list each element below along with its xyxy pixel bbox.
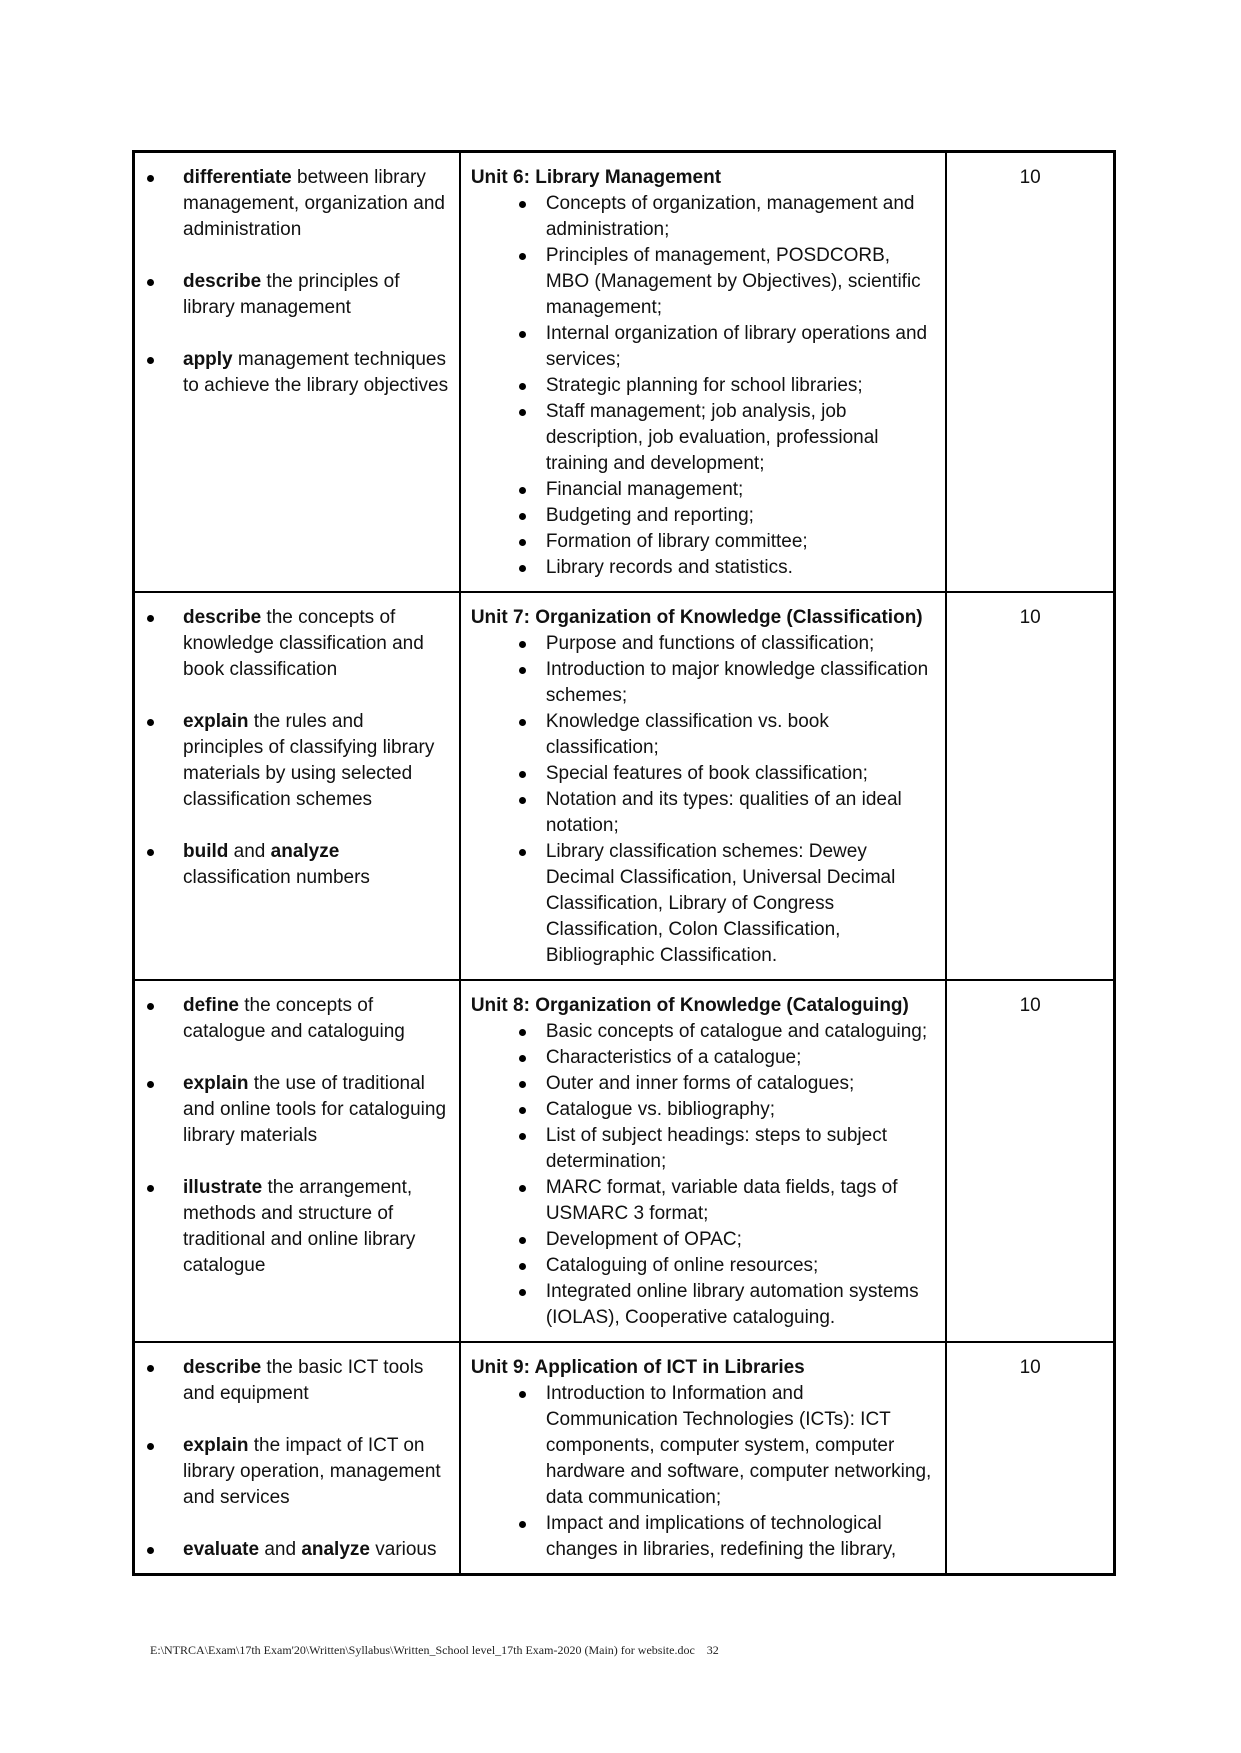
objectives-cell	[134, 592, 460, 980]
bullet-icon	[519, 771, 526, 778]
objective-verb: evaluate	[183, 1539, 260, 1560]
topic-text: Purpose and functions of classification;	[545, 633, 875, 654]
objective-connector: and	[259, 1539, 302, 1560]
topic-text: Cataloguing of online resources;	[545, 1255, 819, 1276]
topic-list	[471, 191, 937, 581]
bullet-icon	[519, 719, 526, 726]
objective-item	[135, 1537, 449, 1563]
objective-item	[135, 839, 449, 891]
marks-cell: 10	[946, 980, 1114, 1342]
topic-text: Library classification schemes: Dewey Decimal Classification, Universal Decimal Classification, Library of Congress Classification, Colon Classification, Bibliographic Classification.	[545, 841, 896, 966]
topic-item	[471, 1227, 937, 1253]
objective-text: management techniques to achieve the library objectives	[183, 349, 449, 396]
bullet-icon	[519, 1521, 526, 1528]
bullet-icon	[519, 797, 526, 804]
topic-item	[471, 399, 937, 477]
page-number: 32	[706, 1643, 719, 1657]
objective-text: the rules and principles of classifying library materials by using selected classification schemes	[183, 711, 435, 810]
objective-verb: illustrate	[183, 1177, 263, 1198]
bullet-icon	[519, 1133, 526, 1140]
bullet-icon	[147, 1547, 154, 1554]
bullet-icon	[147, 849, 154, 856]
topic-item	[471, 1175, 937, 1227]
marks-cell: 10	[946, 592, 1114, 980]
topic-item	[471, 477, 937, 503]
topic-text: Outer and inner forms of catalogues;	[545, 1073, 855, 1094]
topic-text: Principles of management, POSDCORB, MBO (Management by Objectives), scientific management;	[545, 245, 921, 318]
objective-text: the basic ICT tools and equipment	[183, 1357, 424, 1404]
objective-item	[135, 709, 449, 813]
topic-item	[471, 631, 937, 657]
bullet-icon	[519, 487, 526, 494]
bullet-icon	[519, 201, 526, 208]
topic-item	[471, 709, 937, 761]
topic-text: Financial management;	[545, 479, 744, 500]
topic-item	[471, 529, 937, 555]
objectives-cell	[134, 980, 460, 1342]
syllabus-table-body	[134, 152, 1115, 1575]
objective-text: various	[369, 1539, 437, 1560]
bullet-icon	[519, 1185, 526, 1192]
topic-text: Introduction to Information and Communication Technologies (ICTs): ICT components, computer system, computer hardware and software, computer networking, data communication;	[545, 1383, 932, 1508]
marks-cell: 10	[946, 1342, 1114, 1575]
unit-title: Unit 6: Library Management	[470, 167, 722, 188]
objective-verb: analyze	[270, 841, 340, 862]
objective-verb: describe	[183, 271, 262, 292]
topic-text: Impact and implications of technological changes in libraries, redefining the library,	[545, 1513, 897, 1560]
bullet-icon	[519, 331, 526, 338]
table-row	[134, 152, 1115, 593]
objective-item	[135, 165, 449, 243]
table-row	[134, 980, 1115, 1342]
bullet-icon	[147, 1081, 154, 1088]
topic-item	[471, 1097, 937, 1123]
topic-text: Library records and statistics.	[545, 557, 793, 578]
topic-text: Staff management; job analysis, job description, job evaluation, professional training and development;	[545, 401, 879, 474]
bullet-icon	[147, 1185, 154, 1192]
bullet-icon	[519, 565, 526, 572]
objectives-cell	[134, 1342, 460, 1575]
bullet-icon	[147, 279, 154, 286]
objective-item	[135, 993, 449, 1045]
objective-text: classification numbers	[183, 867, 370, 888]
topic-text: Development of OPAC;	[545, 1229, 742, 1250]
bullet-icon	[147, 175, 154, 182]
bullet-icon	[519, 1081, 526, 1088]
topic-item	[471, 761, 937, 787]
objective-item	[135, 605, 449, 683]
objectives-list	[135, 1343, 459, 1563]
objective-verb: apply	[183, 349, 233, 370]
table-row	[134, 592, 1115, 980]
topic-item	[471, 243, 937, 321]
topic-item	[471, 321, 937, 373]
topic-item	[471, 657, 937, 709]
topic-item	[471, 1123, 937, 1175]
unit-title: Unit 7: Organization of Knowledge (Classification)	[470, 607, 923, 628]
objective-item	[135, 347, 449, 399]
unit-title: Unit 8: Organization of Knowledge (Cataloguing)	[470, 995, 909, 1016]
unit-content-cell	[460, 980, 946, 1342]
topic-item	[471, 787, 937, 839]
topic-item	[471, 555, 937, 581]
topic-text: Concepts of organization, management and administration;	[545, 193, 915, 240]
bullet-icon	[519, 383, 526, 390]
bullet-icon	[519, 1107, 526, 1114]
bullet-icon	[519, 513, 526, 520]
objective-text: the use of traditional and online tools for cataloguing library materials	[183, 1073, 447, 1146]
objective-verb: differentiate	[183, 167, 292, 188]
bullet-icon	[519, 1029, 526, 1036]
bullet-icon	[519, 539, 526, 546]
bullet-icon	[519, 409, 526, 416]
topic-item	[471, 1045, 937, 1071]
bullet-icon	[519, 1263, 526, 1270]
objective-text: the impact of ICT on library operation, management and services	[183, 1435, 441, 1508]
bullet-icon	[147, 1003, 154, 1010]
objective-text: the arrangement, methods and structure of traditional and online library catalogue	[183, 1177, 416, 1276]
topic-text: Introduction to major knowledge classification schemes;	[545, 659, 929, 706]
topic-item	[471, 1511, 937, 1563]
objectives-cell	[134, 152, 460, 593]
objective-item	[135, 269, 449, 321]
bullet-icon	[519, 1289, 526, 1296]
objective-text: between library management, organization and administration	[183, 167, 445, 240]
page-footer	[150, 1643, 719, 1658]
topic-item	[471, 503, 937, 529]
objective-text: the concepts of catalogue and cataloguing	[183, 995, 405, 1042]
topic-text: Budgeting and reporting;	[545, 505, 754, 526]
objectives-list	[135, 153, 459, 399]
topic-list	[471, 1381, 937, 1563]
bullet-icon	[147, 719, 154, 726]
objectives-list	[135, 593, 459, 891]
topic-text: Notation and its types: qualities of an ideal notation;	[545, 789, 902, 836]
topic-item	[471, 1253, 937, 1279]
unit-content-cell	[460, 152, 946, 593]
objective-connector: and	[228, 841, 271, 862]
objective-verb: describe	[183, 607, 262, 628]
objective-item	[135, 1355, 449, 1407]
topic-item	[471, 839, 937, 969]
topic-item	[471, 373, 937, 399]
marks-cell: 10	[946, 152, 1114, 593]
bullet-icon	[519, 849, 526, 856]
objective-verb: describe	[183, 1357, 262, 1378]
topic-text: Catalogue vs. bibliography;	[545, 1099, 776, 1120]
bullet-icon	[519, 1055, 526, 1062]
objective-item	[135, 1433, 449, 1511]
bullet-icon	[147, 615, 154, 622]
bullet-icon	[147, 1443, 154, 1450]
syllabus-table	[132, 150, 1116, 1576]
topic-text: Basic concepts of catalogue and cataloguing;	[545, 1021, 928, 1042]
footer-file-path: E:\NTRCA\Exam\17th Exam'20\Written\Syllabus\Written_School level_17th Exam-2020 (Main) for website.doc	[150, 1643, 695, 1657]
topic-item	[471, 1381, 937, 1511]
bullet-icon	[147, 357, 154, 364]
objective-verb: analyze	[301, 1539, 370, 1560]
topic-list	[471, 1019, 937, 1331]
bullet-icon	[519, 1237, 526, 1244]
objective-verb: explain	[183, 1435, 249, 1456]
topic-text: Special features of book classification;	[545, 763, 868, 784]
topic-text: Characteristics of a catalogue;	[545, 1047, 802, 1068]
topic-item	[471, 1019, 937, 1045]
topic-item	[471, 1071, 937, 1097]
unit-content-cell	[460, 592, 946, 980]
topic-item	[471, 191, 937, 243]
objective-item	[135, 1175, 449, 1279]
objective-verb: explain	[183, 711, 249, 732]
objectives-list	[135, 981, 459, 1279]
topic-text: MARC format, variable data fields, tags of USMARC 3 format;	[545, 1177, 898, 1224]
topic-text: List of subject headings: steps to subject determination;	[545, 1125, 887, 1172]
objective-text: the principles of library management	[183, 271, 400, 318]
bullet-icon	[519, 667, 526, 674]
table-row	[134, 1342, 1115, 1575]
bullet-icon	[519, 253, 526, 260]
objective-verb: build	[183, 841, 229, 862]
topic-text: Strategic planning for school libraries;	[545, 375, 863, 396]
objective-verb: explain	[183, 1073, 249, 1094]
topic-text: Integrated online library automation systems (IOLAS), Cooperative cataloguing.	[545, 1281, 919, 1328]
objective-item	[135, 1071, 449, 1149]
unit-content-cell	[460, 1342, 946, 1575]
objective-text: the concepts of knowledge classification and book classification	[183, 607, 424, 680]
bullet-icon	[147, 1365, 154, 1372]
unit-title: Unit 9: Application of ICT in Libraries	[470, 1357, 805, 1378]
bullet-icon	[519, 1391, 526, 1398]
objective-verb: define	[183, 995, 239, 1016]
topic-list	[471, 631, 937, 969]
topic-text: Internal organization of library operations and services;	[545, 323, 928, 370]
bullet-icon	[519, 641, 526, 648]
topic-item	[471, 1279, 937, 1331]
topic-text: Knowledge classification vs. book classification;	[545, 711, 829, 758]
topic-text: Formation of library committee;	[545, 531, 808, 552]
